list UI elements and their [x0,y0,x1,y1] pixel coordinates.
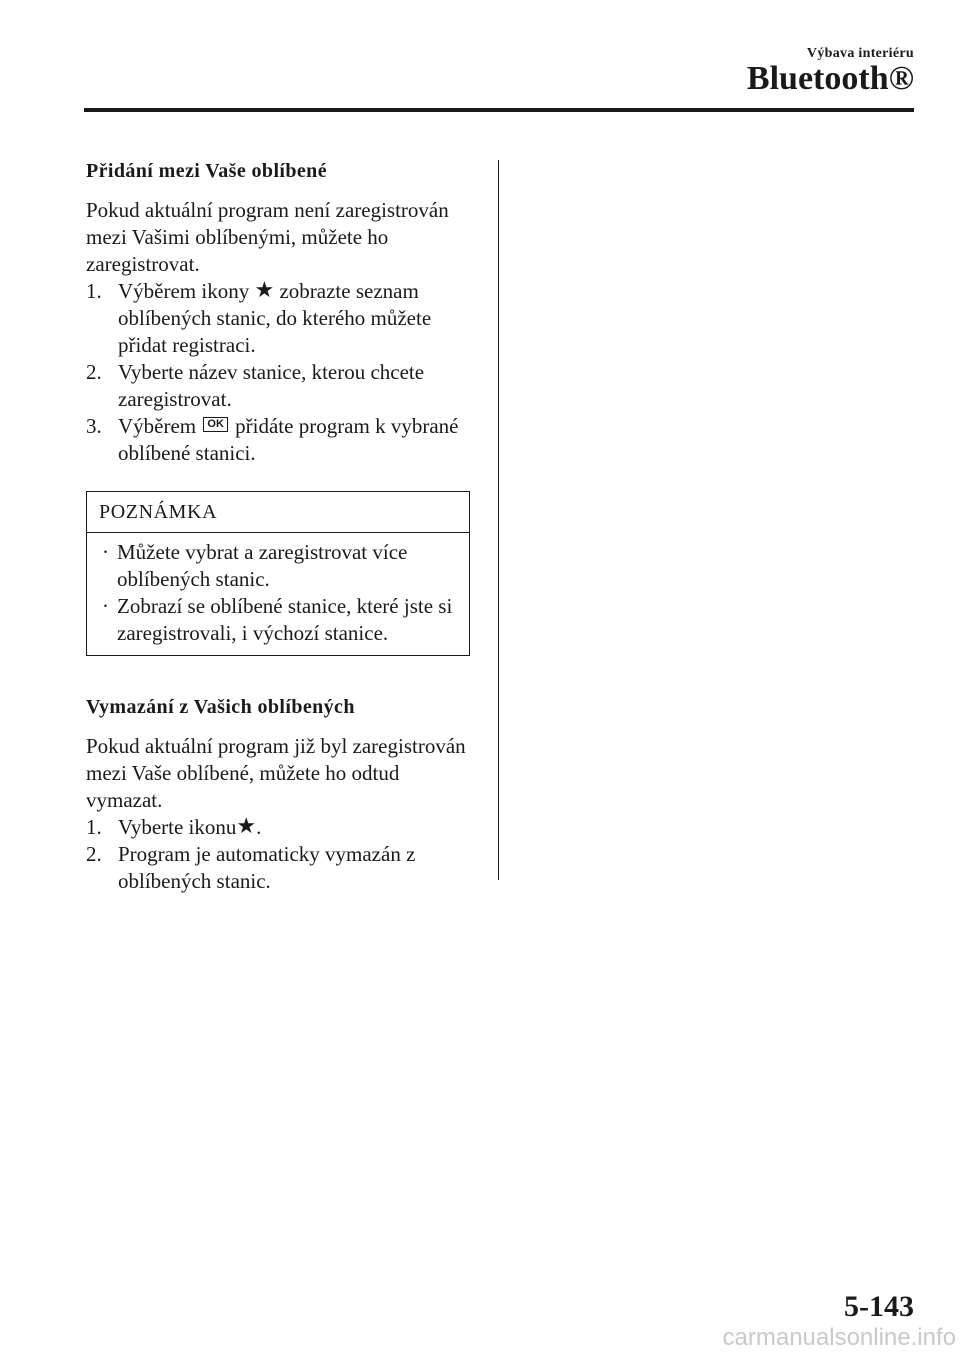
step-text: přidáte program k vybrané oblíbené stanici. [118,414,459,465]
bullet-icon: · [102,540,109,564]
list-item [86,814,471,841]
note-text: Zobrazí se oblíbené stanice, které jste si zaregistrovali, i výchozí stanice. [117,594,453,645]
header-chapter-title: Bluetooth® [746,60,914,97]
step-text: Výběrem ikony [118,279,250,303]
ok-icon: OK [203,417,228,432]
note-list [87,533,469,655]
remove-favorites-heading: Vymazání z Vašich oblíbených [86,696,355,718]
step-number: 2. [86,360,102,384]
header-section-title: Výbava interiéru [806,46,914,61]
list-item [86,359,471,413]
remove-favorites-intro: Pokud aktuální program již byl zaregistrován mezi Vaše oblíbené, můžete ho odtud vymazat. [86,734,466,812]
step-number: 1. [86,815,102,839]
note-text: Můžete vybrat a zaregistrovat více oblíbených stanic. [117,540,408,591]
note-box [86,491,470,656]
list-item [86,841,471,895]
step-text: Vyberte ikonu [118,815,237,839]
page-number: 5-143 [844,1290,914,1323]
step-number: 2. [86,842,102,866]
note-title: POZNÁMKA [87,492,469,533]
star-icon: ★ [254,277,275,302]
column-divider [498,160,499,880]
step-text: Výběrem [118,414,197,438]
left-column [86,158,471,895]
star-icon: ★ [236,813,257,838]
header-rule [84,108,914,112]
add-favorites-heading: Přidání mezi Vaše oblíbené [86,160,327,182]
remove-favorites-steps [86,814,471,895]
step-text: . [256,815,262,839]
step-text: zobrazte seznam oblíbených stanic, do kterého můžete přidat registraci. [118,279,432,357]
step-number: 1. [86,279,102,303]
list-item [99,593,459,647]
bullet-icon: · [102,594,109,618]
step-number: 3. [86,414,102,438]
add-favorites-intro: Pokud aktuální program není zaregistrován mezi Vašimi oblíbenými, můžete ho zaregistrovat. [86,198,449,276]
watermark: carmanualsonline.info [722,1324,956,1351]
add-favorites-steps [86,278,471,467]
step-text: Program je automaticky vymazán z oblíbených stanic. [118,842,416,893]
step-text: Vyberte název stanice, kterou chcete zaregistrovat. [118,360,425,411]
list-item [86,278,471,359]
list-item [86,413,471,467]
list-item [99,539,459,593]
